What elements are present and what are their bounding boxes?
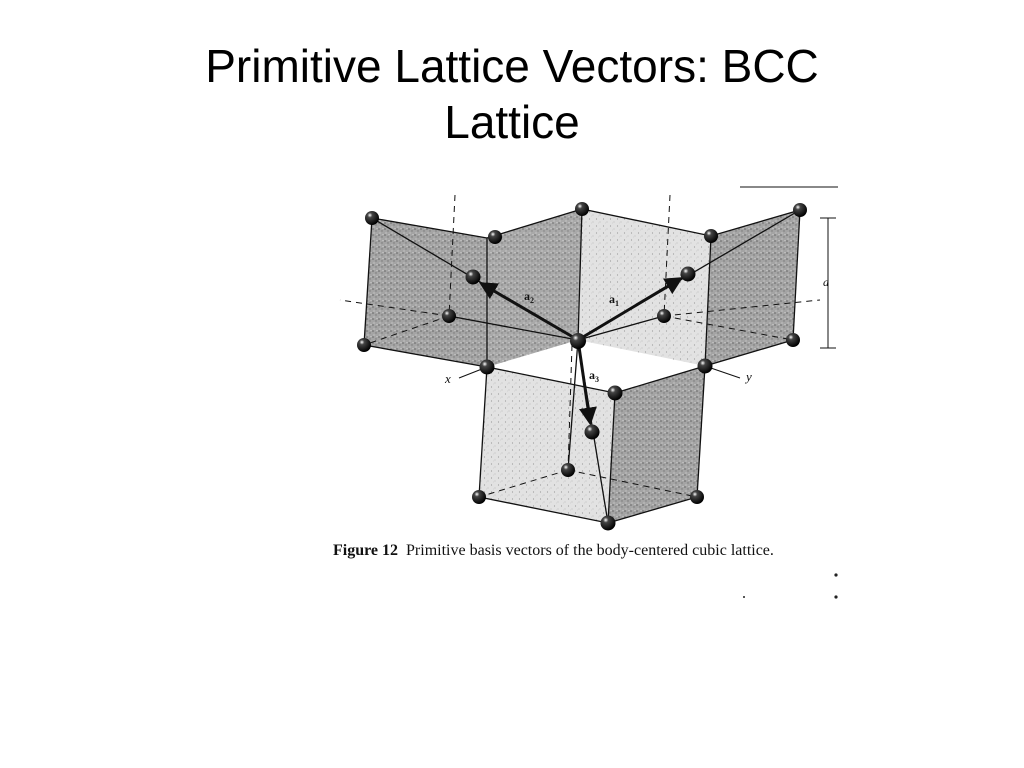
atom bbox=[442, 309, 456, 323]
atom bbox=[793, 203, 807, 217]
atom bbox=[561, 463, 575, 477]
atom bbox=[480, 360, 495, 375]
figure-caption bbox=[333, 541, 813, 561]
atom bbox=[575, 202, 589, 216]
label-a2: $a_2$ bbox=[524, 289, 534, 305]
atom bbox=[570, 333, 586, 349]
atom bbox=[698, 359, 713, 374]
caption-label: Figure 12 bbox=[333, 542, 399, 559]
atom bbox=[357, 338, 371, 352]
caption-text: Primitive basis vectors of the body-centered cubic lattice. bbox=[406, 542, 774, 559]
left-cube-right-face bbox=[487, 209, 582, 367]
atom bbox=[786, 333, 800, 347]
axis-y-label: y bbox=[746, 369, 752, 384]
atom bbox=[472, 490, 486, 504]
atom bbox=[585, 425, 600, 440]
atom bbox=[365, 211, 379, 225]
atom bbox=[690, 490, 704, 504]
atom bbox=[704, 229, 718, 243]
left-cube-left-face bbox=[364, 218, 487, 367]
label-a1: $a_1$ bbox=[609, 292, 619, 308]
label-a3: $a_3$ bbox=[589, 368, 599, 384]
atom bbox=[466, 270, 481, 285]
center-cube-face bbox=[578, 209, 711, 366]
scan-artifacts bbox=[743, 573, 838, 598]
atom bbox=[681, 267, 696, 282]
atom bbox=[608, 386, 623, 401]
atom bbox=[601, 516, 616, 531]
edge-length-label: a bbox=[823, 275, 829, 289]
title-line-1: Primitive Lattice Vectors: BCC bbox=[205, 40, 819, 92]
slide-title bbox=[62, 38, 962, 150]
axis-x-label: x bbox=[445, 371, 451, 386]
title-line-2: Lattice bbox=[444, 96, 580, 148]
atom bbox=[488, 230, 502, 244]
atom bbox=[657, 309, 671, 323]
